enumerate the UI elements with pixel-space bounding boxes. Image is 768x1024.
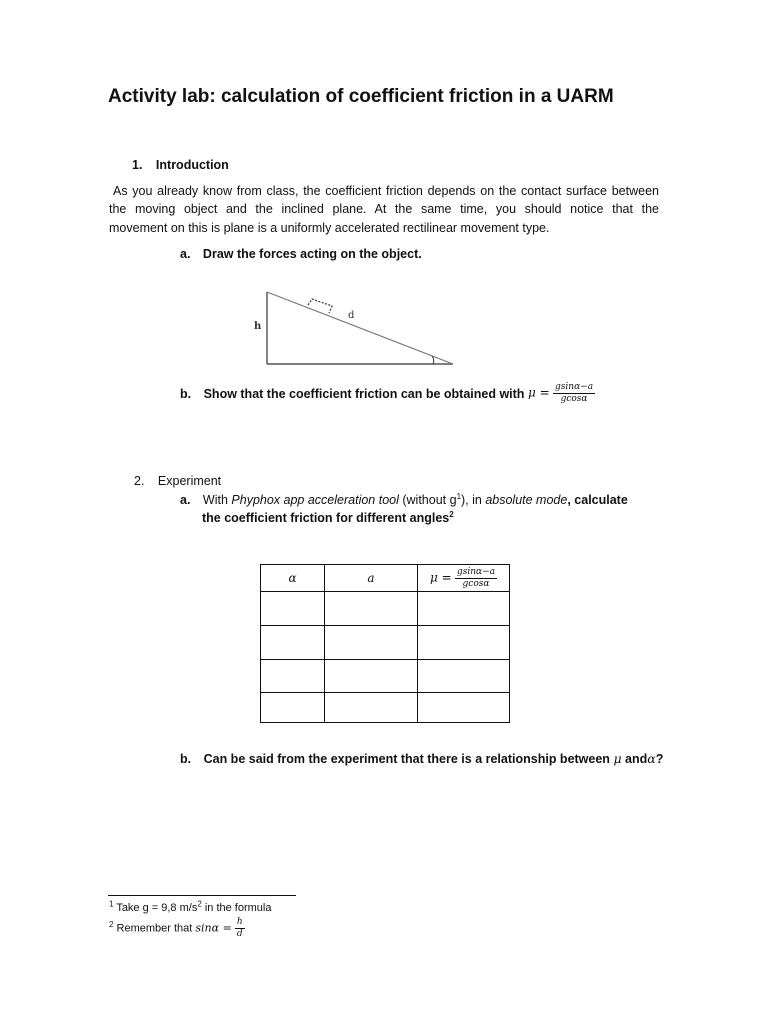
table-row <box>261 592 510 626</box>
question-text-part: the coefficient friction for different angles <box>202 511 450 525</box>
table-cell[interactable] <box>261 592 325 626</box>
table-header-row <box>261 565 510 592</box>
coefficient-formula <box>528 382 595 405</box>
footnote-mark: 1 <box>109 899 114 909</box>
footnote-ref-2: 2 <box>449 509 454 519</box>
question-text-part: ), in <box>461 493 486 507</box>
footnote-divider <box>108 895 296 896</box>
table-row <box>261 660 510 693</box>
question-letter: b. <box>180 752 192 766</box>
question-2a-line2 <box>202 511 454 525</box>
footnote-text: Take g = 9,8 m/s <box>116 902 198 914</box>
footnote-2 <box>109 917 245 940</box>
section-experiment <box>134 474 221 488</box>
footnote-text: in the formula <box>201 902 272 914</box>
footnote-math: sinα = <box>195 921 232 935</box>
footnote-fraction <box>235 917 245 940</box>
footnote-1 <box>109 899 272 914</box>
symbol-mu: μ <box>613 751 622 766</box>
intro-line: the moving object and the inclined plane. At the same time, you should notice that the <box>109 202 659 217</box>
inclined-plane-diagram <box>250 285 460 370</box>
header-mu <box>418 565 510 592</box>
footnote-ref-1: 1 <box>456 491 462 501</box>
footnote-superscript: 2 <box>197 899 202 909</box>
label-h: h <box>254 321 262 332</box>
section-heading: Introduction <box>155 158 229 172</box>
question-letter: a. <box>180 493 191 507</box>
table-row <box>261 626 510 660</box>
question-text-and: and <box>625 752 648 766</box>
question-letter: a. <box>180 247 191 261</box>
question-1b <box>180 387 524 401</box>
question-text: Show that the coefficient friction can be obtained with <box>203 387 525 401</box>
table-cell[interactable] <box>418 660 510 693</box>
question-text-part: With <box>202 493 232 507</box>
table-cell[interactable] <box>325 660 418 693</box>
section-introduction <box>132 158 229 172</box>
question-text-part: , calculate <box>567 493 628 507</box>
angle-arc <box>432 356 434 364</box>
header-mu-fraction <box>455 567 497 590</box>
intro-paragraph <box>109 182 659 237</box>
question-text-part: (without g <box>398 493 457 507</box>
section-number: 1. <box>132 158 143 172</box>
question-letter: b. <box>180 387 192 401</box>
table-cell[interactable] <box>418 693 510 723</box>
section-number: 2. <box>134 474 145 488</box>
formula-denominator: gcosα <box>560 394 588 404</box>
formula-numerator: gsinα−a <box>555 382 594 392</box>
question-2a <box>180 493 628 507</box>
table-cell[interactable] <box>418 626 510 660</box>
section-heading: Experiment <box>157 474 222 488</box>
header-a <box>325 565 418 592</box>
label-d: d <box>348 310 355 321</box>
header-a-label: a <box>367 571 375 585</box>
table-cell[interactable] <box>325 592 418 626</box>
table-cell[interactable] <box>261 626 325 660</box>
footnote-mark: 2 <box>109 919 114 929</box>
formula-denominator: gcosα <box>462 578 490 589</box>
mode-name: absolute mode <box>485 493 568 507</box>
results-table <box>260 564 510 723</box>
table-cell[interactable] <box>325 626 418 660</box>
fraction-numerator: h <box>236 917 243 927</box>
hypotenuse <box>267 292 453 364</box>
question-text: Draw the forces acting on the object. <box>202 247 422 261</box>
table-cell[interactable] <box>261 660 325 693</box>
formula-numerator: gsinα−a <box>456 566 496 577</box>
question-2b <box>180 751 663 766</box>
intro-line: As you already know from class, the coefficient friction depends on the contact surface between <box>113 184 659 198</box>
question-1a <box>180 247 422 261</box>
header-alpha <box>261 565 325 592</box>
table-row <box>261 693 510 723</box>
page-title: Activity lab: calculation of coefficient friction in a UARM <box>108 86 614 107</box>
symbol-alpha: α <box>647 751 656 766</box>
header-mu-label: μ = <box>429 570 452 585</box>
table-cell[interactable] <box>261 693 325 723</box>
table-cell[interactable] <box>418 592 510 626</box>
block-on-incline <box>308 299 332 313</box>
formula-lhs: μ = <box>528 385 550 400</box>
question-text: Can be said from the experiment that there is a relationship between <box>203 752 610 766</box>
tool-name: Phyphox app acceleration tool <box>231 493 399 507</box>
footnote-text: Remember that <box>116 922 193 935</box>
header-alpha-label: α <box>288 571 297 585</box>
intro-line: movement on this is plane is a uniformly accelerated rectilinear movement type. <box>109 220 550 235</box>
table-cell[interactable] <box>325 693 418 723</box>
question-end: ? <box>655 752 664 766</box>
formula-fraction <box>553 382 595 405</box>
fraction-denominator: d <box>236 929 243 939</box>
